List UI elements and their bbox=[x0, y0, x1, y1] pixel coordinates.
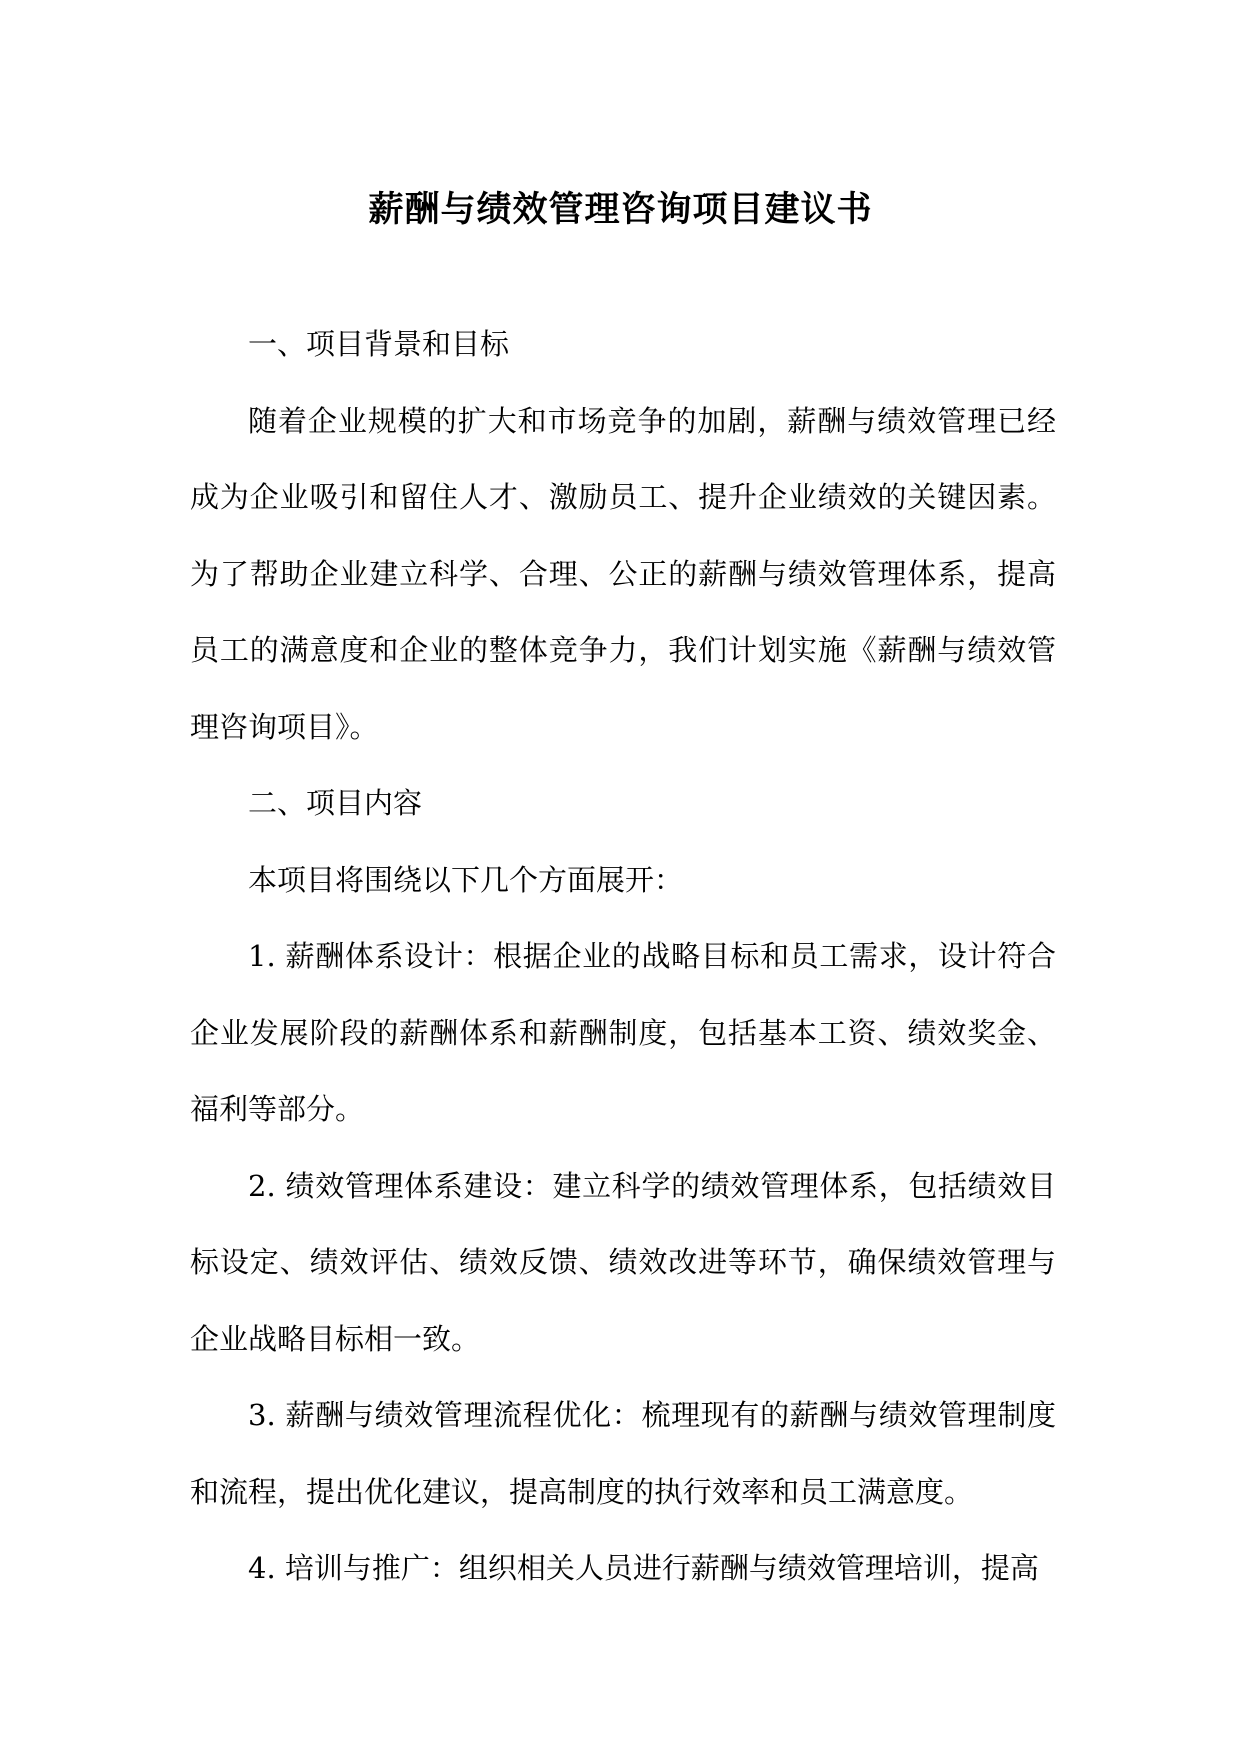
list-item-process-optimization: 3. 薪酬与绩效管理流程优化：梳理现有的薪酬与绩效管理制度和流程，提出优化建议，提高制度的执行效率和员工满意度。 bbox=[190, 1398, 1056, 1509]
document-body bbox=[190, 306, 1056, 1607]
list-item-performance-system: 2. 绩效管理体系建设：建立科学的绩效管理体系，包括绩效目标设定、绩效评估、绩效反馈、绩效改进等环节，确保绩效管理与企业战略目标相一致。 bbox=[190, 1168, 1056, 1356]
list-item-salary-system: 1. 薪酬体系设计：根据企业的战略目标和员工需求，设计符合企业发展阶段的薪酬体系和薪酬制度，包括基本工资、绩效奖金、福利等部分。 bbox=[190, 939, 1056, 1126]
section-heading-content: 二、项目内容 bbox=[248, 786, 423, 820]
list-item-training: 4. 培训与推广：组织相关人员进行薪酬与绩效管理培训，提高 bbox=[248, 1551, 1039, 1585]
section-heading-background: 一、项目背景和目标 bbox=[248, 327, 510, 361]
paragraph-background: 随着企业规模的扩大和市场竞争的加剧，薪酬与绩效管理已经成为企业吸引和留住人才、激励员工、提升企业绩效的关键因素。为了帮助企业建立科学、合理、公正的薪酬与绩效管理体系，提高员工的满意度和企业的整体竞争力，我们计划实施《薪酬与绩效管理咨询项目》。 bbox=[190, 403, 1056, 744]
paragraph-content-intro: 本项目将围绕以下几个方面展开： bbox=[248, 862, 684, 897]
document-title: 薪酬与绩效管理咨询项目建议书 bbox=[368, 189, 873, 230]
